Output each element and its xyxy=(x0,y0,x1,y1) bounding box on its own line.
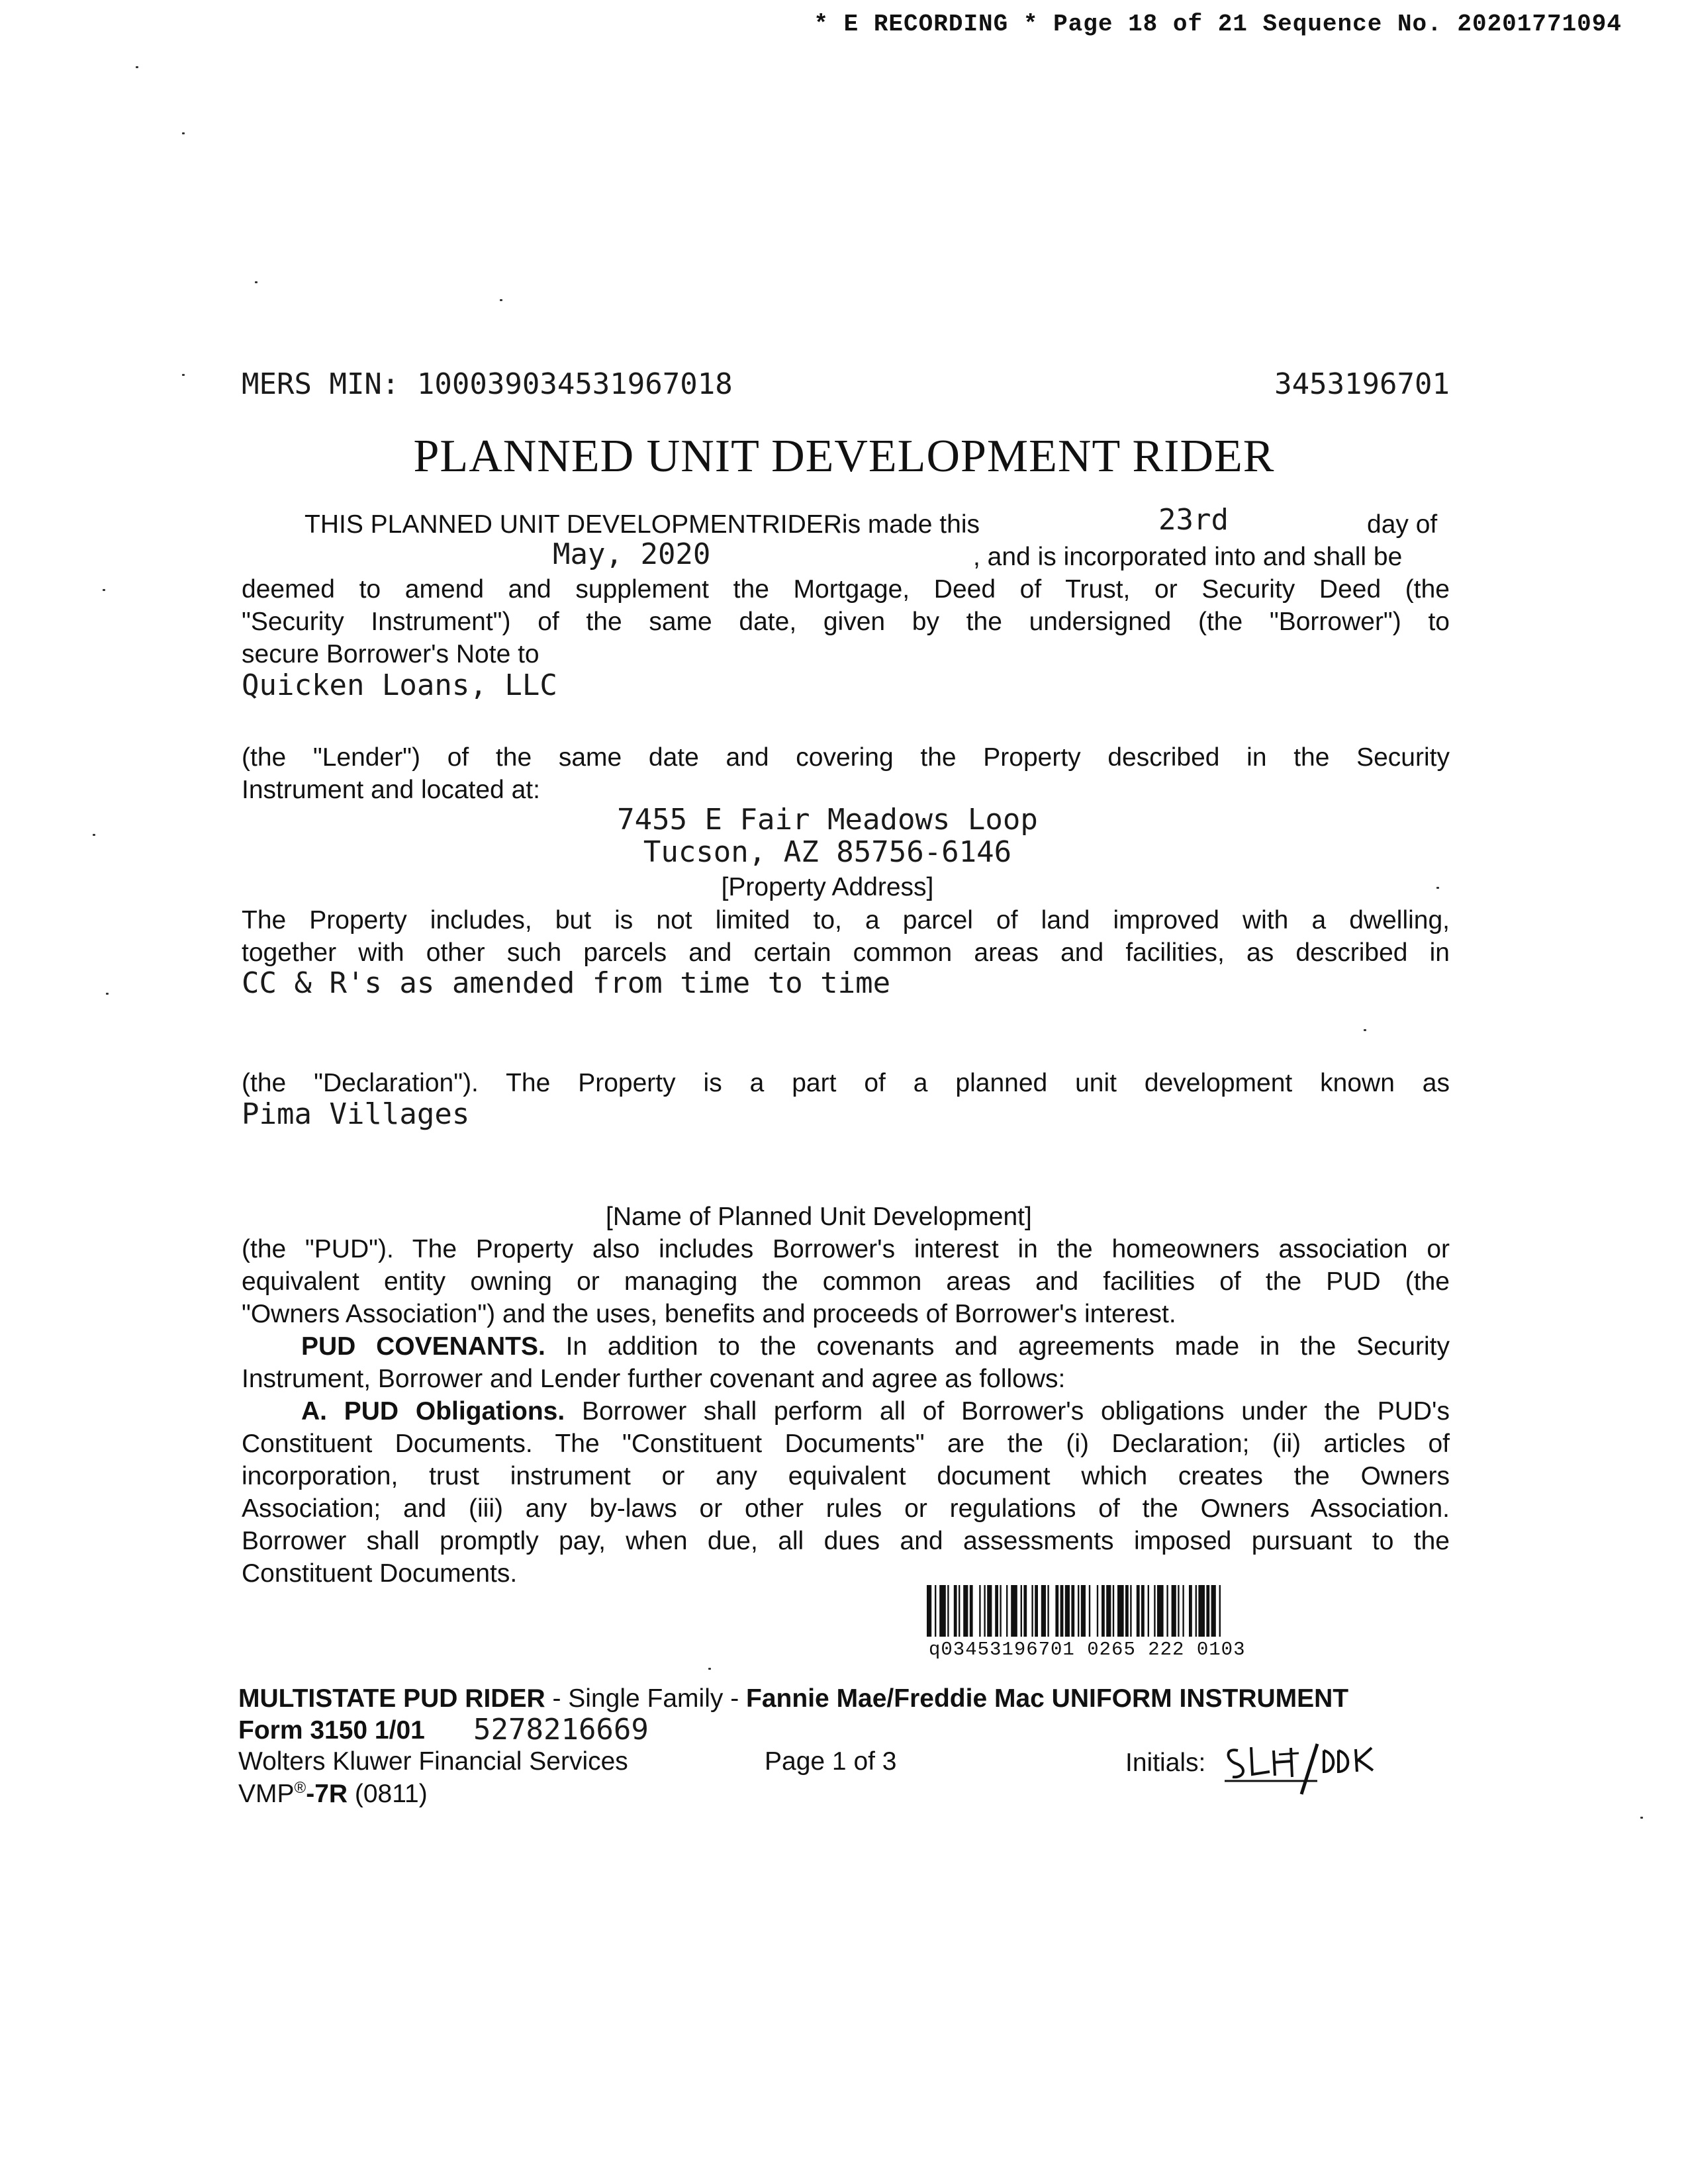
barcode-bar xyxy=(1006,1585,1008,1637)
barcode-bar xyxy=(1021,1585,1022,1637)
barcode-bar xyxy=(1041,1585,1046,1637)
barcode-bar xyxy=(1125,1585,1129,1637)
form-title xyxy=(238,1684,1348,1713)
mers-min: MERS MIN: 100039034531967018 xyxy=(242,367,733,401)
barcode-bar xyxy=(1106,1585,1111,1637)
barcode-bar xyxy=(1089,1585,1090,1637)
barcode-bar xyxy=(1198,1585,1205,1637)
declaration-line-1: (the "Declaration"). The Property is a part of a planned unit development known as xyxy=(242,1069,1450,1097)
barcode-bar xyxy=(1065,1585,1070,1637)
lender-name: Quicken Loans, LLC xyxy=(242,668,557,702)
scan-speck xyxy=(1364,1029,1366,1031)
publisher: Wolters Kluwer Financial Services xyxy=(238,1747,628,1776)
scan-speck xyxy=(103,589,105,591)
covenants-line-1-text: In addition to the covenants and agreements made in the Security xyxy=(565,1332,1450,1361)
barcode-bar xyxy=(1047,1585,1049,1637)
declaration-line-3: equivalent entity owning or managing the common areas and facilities of the PUD (the xyxy=(242,1267,1450,1296)
rider-day: 23rd xyxy=(1158,503,1229,537)
scan-speck xyxy=(708,1668,711,1670)
property-address-line-2: Tucson, AZ 85756-6146 xyxy=(643,835,1012,869)
barcode-bar xyxy=(959,1585,960,1637)
barcode-bar xyxy=(1178,1585,1179,1637)
barcode-bar xyxy=(1211,1585,1216,1637)
barcode-bar xyxy=(927,1585,931,1637)
barcode-bar xyxy=(954,1585,957,1637)
barcode-bar xyxy=(1206,1585,1209,1637)
barcode-text: q03453196701 0265 222 0103 xyxy=(929,1639,1246,1661)
barcode-bar xyxy=(1055,1585,1058,1637)
intro-line-4: "Security Instrument") of the same date, given by the undersigned (the "Borrower") to xyxy=(242,608,1450,636)
obligations-line-1 xyxy=(301,1395,1450,1428)
barcode-bar xyxy=(984,1585,985,1637)
barcode-bar xyxy=(1189,1585,1192,1637)
pud-name-label: [Name of Planned Unit Development] xyxy=(606,1203,1032,1231)
barcode-bar xyxy=(987,1585,992,1637)
barcode-bar xyxy=(1166,1585,1168,1637)
form-title-instrument: Fannie Mae/Freddie Mac UNIFORM INSTRUMENT xyxy=(746,1684,1349,1713)
obligations-line-6: Constituent Documents. xyxy=(242,1559,518,1588)
lender-line-1: (the "Lender") of the same date and covering the Property described in the Security xyxy=(242,743,1450,772)
obligations-line-1-text: Borrower shall perform all of Borrower's obligations under the PUD's xyxy=(581,1397,1450,1426)
scan-speck xyxy=(182,132,185,134)
barcode-bar xyxy=(1000,1585,1001,1637)
obligations-line-5: Borrower shall promptly pay, when due, all dues and assessments imposed pursuant to the xyxy=(242,1527,1450,1555)
scan-speck xyxy=(136,66,138,68)
scan-speck xyxy=(1436,887,1439,889)
scan-speck xyxy=(1640,1817,1643,1819)
obligations-line-4: Association; and (iii) any by-laws or other rules or regulations of the Owners Association. xyxy=(242,1494,1450,1523)
intro-line-1: THIS PLANNED UNIT DEVELOPMENTRIDERis made this xyxy=(305,510,980,539)
barcode-bar xyxy=(935,1585,936,1637)
barcode-bar xyxy=(1081,1585,1086,1637)
barcode-bar xyxy=(1148,1585,1149,1637)
day-of-label: day of xyxy=(1367,510,1438,539)
scan-speck xyxy=(106,993,109,995)
barcode-bar xyxy=(1023,1585,1027,1637)
barcode-bar xyxy=(1071,1585,1074,1637)
loan-number: 3453196701 xyxy=(1274,367,1450,401)
barcode-bar xyxy=(963,1585,968,1637)
declaration-line-2: (the "PUD"). The Property also includes Borrower's interest in the homeowners association or xyxy=(242,1235,1450,1263)
barcode-bar xyxy=(1117,1585,1124,1637)
barcode-bar xyxy=(939,1585,946,1637)
barcode-bar xyxy=(1141,1585,1145,1637)
document-title: PLANNED UNIT DEVELOPMENT RIDER xyxy=(413,431,1275,482)
scan-speck xyxy=(255,281,258,283)
form-title-type: - Single Family - xyxy=(545,1684,747,1713)
barcode-bar xyxy=(1172,1585,1176,1637)
declaration-line-4: "Owners Association") and the uses, benefits and proceeds of Borrower's interest. xyxy=(242,1300,1176,1328)
barcode-bar xyxy=(1113,1585,1114,1637)
barcode-bar xyxy=(1137,1585,1140,1637)
obligations-line-3: incorporation, trust instrument or any equivalent document which creates the Owners xyxy=(242,1462,1450,1490)
page-number: Page 1 of 3 xyxy=(765,1747,897,1776)
intro-line-5: secure Borrower's Note to xyxy=(242,640,539,668)
intro-line-2: , and is incorporated into and shall be xyxy=(973,543,1403,571)
scan-speck xyxy=(500,299,502,301)
covenants-line-1 xyxy=(301,1330,1450,1363)
lender-line-2: Instrument and located at: xyxy=(242,776,540,804)
barcode-bar xyxy=(1196,1585,1197,1637)
pud-name: Pima Villages xyxy=(242,1097,470,1131)
scan-speck xyxy=(93,834,95,836)
vmp-form: -7R xyxy=(306,1780,348,1808)
initials-label: Initials: xyxy=(1125,1749,1206,1777)
obligations-line-2: Constituent Documents. The "Constituent Documents" are the (i) Declaration; (ii) articles of xyxy=(242,1430,1450,1458)
covenants-heading: PUD COVENANTS. xyxy=(301,1332,545,1361)
barcode-bar xyxy=(947,1585,949,1637)
property-line-1: The Property includes, but is not limited to, a parcel of land improved with a dwelling, xyxy=(242,906,1450,934)
form-title-rider: MULTISTATE PUD RIDER xyxy=(238,1684,545,1713)
recording-header: * E RECORDING * Page 18 of 21 Sequence No. 20201771094 xyxy=(814,11,1622,38)
barcode-bar xyxy=(979,1585,980,1637)
barcode-bar xyxy=(1097,1585,1098,1637)
initials-signature xyxy=(1218,1731,1403,1797)
scan-speck xyxy=(182,374,185,376)
barcode-bar xyxy=(1031,1585,1033,1637)
form-number: Form 3150 1/01 xyxy=(238,1716,425,1745)
barcode-bar xyxy=(1219,1585,1221,1637)
barcode-bar xyxy=(1035,1585,1038,1637)
barcode-bar xyxy=(970,1585,973,1637)
obligations-heading: A. PUD Obligations. xyxy=(301,1397,565,1426)
barcode-bar xyxy=(1154,1585,1155,1637)
barcode-bar xyxy=(1060,1585,1064,1637)
vmp-prefix: VMP xyxy=(238,1780,295,1808)
document-barcode xyxy=(927,1585,1403,1637)
barcode-bar xyxy=(995,1585,998,1637)
property-address-line-1: 7455 E Fair Meadows Loop xyxy=(617,803,1038,837)
barcode-bar xyxy=(1182,1585,1184,1637)
barcode-bar xyxy=(1011,1585,1017,1637)
intro-line-3: deemed to amend and supplement the Mortgage, Deed of Trust, or Security Deed (the xyxy=(242,575,1450,604)
barcode-bar xyxy=(1130,1585,1131,1637)
barcode-bar xyxy=(1102,1585,1105,1637)
document-number: 5278216669 xyxy=(473,1713,649,1747)
covenants-line-2: Instrument, Borrower and Lender further covenant and agree as follows: xyxy=(242,1365,1066,1393)
ccr-description: CC & R's as amended from time to time xyxy=(242,966,891,1000)
vmp-registered-mark: ® xyxy=(294,1779,306,1797)
barcode-bar xyxy=(1157,1585,1164,1637)
vmp-version: (0811) xyxy=(348,1780,428,1808)
property-line-2: together with other such parcels and certain common areas and facilities, as described in xyxy=(242,938,1450,967)
vmp-code xyxy=(238,1779,428,1809)
barcode-bar xyxy=(1078,1585,1079,1637)
property-address-label: [Property Address] xyxy=(721,873,934,901)
rider-month-year: May, 2020 xyxy=(553,537,711,571)
